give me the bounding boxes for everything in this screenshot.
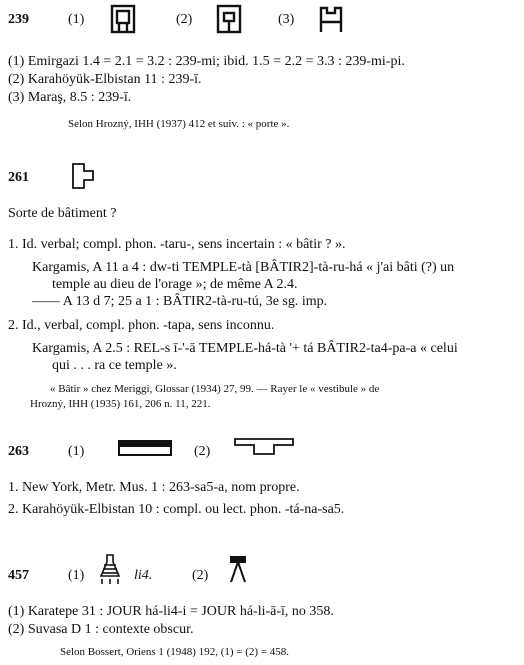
entry-457-note: Selon Bossert, Oriens 1 (1948) 192, (1) = (2) = 458. [60, 646, 290, 658]
gate-sign-icon-3 [318, 4, 344, 34]
entry-261-note-2: Hrozný, IHH (1935) 161, 206 n. 11, 221. [30, 398, 211, 410]
entry-261-line-2: Kargamis, A 11 a 4 : dw-ti TEMPLE-tà [BÂTIR2]-tà-ru-há « j'ai bâti (?) un [32, 260, 455, 275]
sign-label-2: (2) [194, 444, 211, 459]
entry-239-line-1: (1) Emirgazi 1.4 = 2.1 = 3.2 : 239-mi; ibid. 1.5 = 2.2 = 3.3 : 239-mi-pi. [8, 54, 405, 69]
entry-number-457: 457 [8, 568, 29, 583]
entry-number-261: 261 [8, 170, 29, 185]
stand-sign-icon [226, 554, 250, 584]
entry-261-line-4: —— A 13 d 7; 25 a 1 : BÂTIR2-tà-ru-tú, 3e sg. imp. [32, 294, 328, 309]
entry-239-line-2: (2) Karahöyük-Elbistan 11 : 239-ī. [8, 72, 202, 87]
entry-261-line-1: 1. Id. verbal; compl. phon. -taru-, sens incertain : « bâtir ? ». [8, 237, 346, 252]
sign-label-2: (2) [176, 12, 193, 27]
building-sign-icon [70, 162, 96, 190]
sign-reading: li4. [134, 568, 153, 583]
entry-261-line-6: Kargamis, A 2.5 : REL-s ī-'-ā TEMPLE-há-tà '+ tá BÂTIR2-ta4-pa-a « celui [32, 341, 458, 356]
entry-number-263: 263 [8, 444, 29, 459]
entry-239-note: Selon Hrozný, IHH (1937) 412 et suiv. : « porte ». [68, 118, 290, 130]
vessel-sign-icon [98, 552, 122, 586]
sign-label-3: (3) [278, 12, 295, 27]
sign-label-1: (1) [68, 12, 85, 27]
entry-261-line-3: temple au dieu de l'orage »; de même A 2.4. [52, 277, 298, 292]
sign-label-1: (1) [68, 444, 85, 459]
entry-261-line-7: qui . . . ra ce temple ». [52, 358, 177, 373]
entry-263-line-2: 2. Karahöyük-Elbistan 10 : compl. ou lect. phon. -tá-na-sa5. [8, 502, 345, 517]
entry-number-239: 239 [8, 12, 29, 27]
gate-sign-icon-2 [216, 4, 242, 34]
entry-239-line-3: (3) Maraş, 8.5 : 239-ī. [8, 90, 132, 105]
entry-457-line-1: (1) Karatepe 31 : JOUR há-li4-i = JOUR há-li-ā-ī, no 358. [8, 604, 334, 619]
sign-label-2: (2) [192, 568, 209, 583]
entry-457-line-2: (2) Suvasa D 1 : contexte obscur. [8, 622, 194, 637]
gate-sign-icon-1 [110, 4, 136, 34]
sign-label-1: (1) [68, 568, 85, 583]
bar-sign-icon-1 [116, 438, 174, 458]
entry-261-heading: Sorte de bâtiment ? [8, 206, 117, 221]
entry-263-line-1: 1. New York, Metr. Mus. 1 : 263-sa5-a, nom propre. [8, 480, 300, 495]
entry-261-line-5: 2. Id., verbal, compl. phon. -tapa, sens inconnu. [8, 318, 275, 333]
entry-261-note-1: « Bâtir » chez Meriggi, Glossar (1934) 27, 99. — Rayer le « vestibule » de [50, 383, 380, 395]
bar-sign-icon-2 [232, 436, 296, 458]
